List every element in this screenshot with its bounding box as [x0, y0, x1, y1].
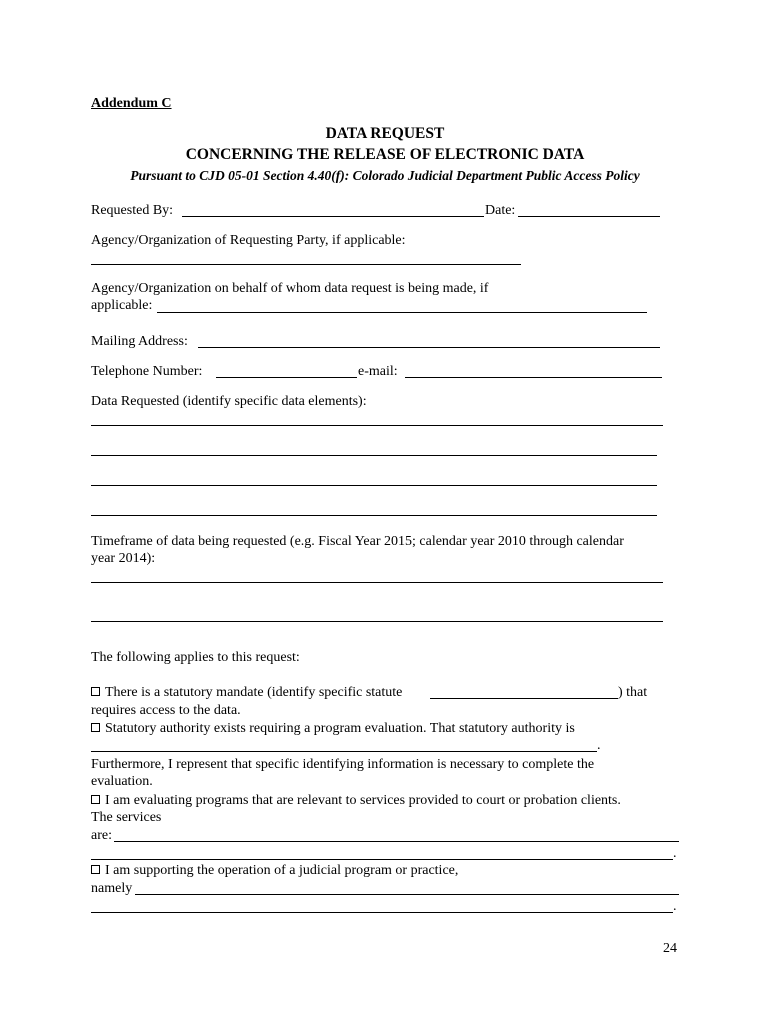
statutory-mandate-text-end: ) that: [618, 685, 648, 700]
services-field-2[interactable]: [91, 859, 673, 860]
checkbox-icon[interactable]: [91, 795, 100, 804]
services-field[interactable]: [114, 841, 679, 842]
agency-behalf-field[interactable]: [157, 312, 647, 313]
data-requested-line-2[interactable]: [91, 455, 657, 456]
statutory-authority-field[interactable]: [91, 751, 597, 752]
email-label: e-mail:: [358, 364, 398, 379]
agency-requesting-field[interactable]: [91, 264, 521, 265]
checkbox-icon[interactable]: [91, 865, 100, 874]
period: .: [597, 738, 601, 753]
mailing-address-label: Mailing Address:: [91, 334, 188, 349]
namely-label: namely: [91, 881, 133, 896]
data-requested-line-3[interactable]: [91, 485, 657, 486]
agency-behalf-label: Agency/Organization on behalf of whom data request is being made, if: [91, 281, 489, 296]
data-requested-label: Data Requested (identify specific data elements):: [91, 394, 367, 409]
program-evaluation-text: Statutory authority exists requiring a program evaluation. That statutory authority is: [105, 721, 575, 736]
timeframe-line-2[interactable]: [91, 621, 663, 622]
data-requested-line-4[interactable]: [91, 515, 657, 516]
judicial-program-text: I am supporting the operation of a judicial program or practice,: [105, 863, 459, 878]
requested-by-label: Requested By:: [91, 203, 174, 218]
agency-requesting-label: Agency/Organization of Requesting Party, if applicable:: [91, 233, 406, 248]
program-evaluation-option[interactable]: [91, 720, 575, 737]
statutory-mandate-text: There is a statutory mandate (identify specific statute: [105, 685, 403, 700]
form-title: DATA REQUEST: [325, 125, 445, 142]
program-evaluation-text-2: Furthermore, I represent that specific identifying information is necessary to complete the: [91, 757, 595, 772]
judicial-program-option[interactable]: [91, 862, 458, 879]
form-title-line2: CONCERNING THE RELEASE OF ELECTRONIC DATA: [185, 146, 585, 163]
namely-field-2[interactable]: [91, 912, 673, 913]
period: .: [673, 846, 677, 861]
form-subtitle: Pursuant to CJD 05-01 Section 4.40(f): Colorado Judicial Department Public Access Policy: [130, 168, 640, 183]
statutory-mandate-option[interactable]: [91, 684, 402, 701]
timeframe-label-2: year 2014):: [91, 551, 156, 566]
period: .: [673, 899, 677, 914]
page-number: 24: [663, 941, 677, 956]
requested-by-field[interactable]: [182, 216, 484, 217]
checkbox-icon[interactable]: [91, 723, 100, 732]
timeframe-line-1[interactable]: [91, 582, 663, 583]
program-evaluation-text-3: evaluation.: [91, 774, 153, 789]
statutory-mandate-text-2: requires access to the data.: [91, 703, 241, 718]
date-field[interactable]: [518, 216, 660, 217]
statute-field[interactable]: [430, 698, 618, 699]
telephone-field[interactable]: [216, 377, 357, 378]
applies-heading: The following applies to this request:: [91, 650, 300, 665]
evaluating-programs-option[interactable]: [91, 792, 621, 809]
data-requested-line-1[interactable]: [91, 425, 663, 426]
checkbox-icon[interactable]: [91, 687, 100, 696]
telephone-label: Telephone Number:: [91, 364, 203, 379]
evaluating-programs-text: I am evaluating programs that are relevant to services provided to court or probation clients.: [105, 793, 621, 808]
timeframe-label: Timeframe of data being requested (e.g. Fiscal Year 2015; calendar year 2010 through calendar: [91, 534, 624, 549]
email-field[interactable]: [405, 377, 662, 378]
evaluating-programs-text-2: The services: [91, 810, 162, 825]
services-label: are:: [91, 828, 112, 843]
agency-behalf-label-2: applicable:: [91, 298, 153, 313]
date-label: Date:: [485, 203, 516, 218]
addendum-heading: Addendum C: [91, 96, 172, 111]
mailing-address-field[interactable]: [198, 347, 660, 348]
namely-field[interactable]: [135, 894, 679, 895]
